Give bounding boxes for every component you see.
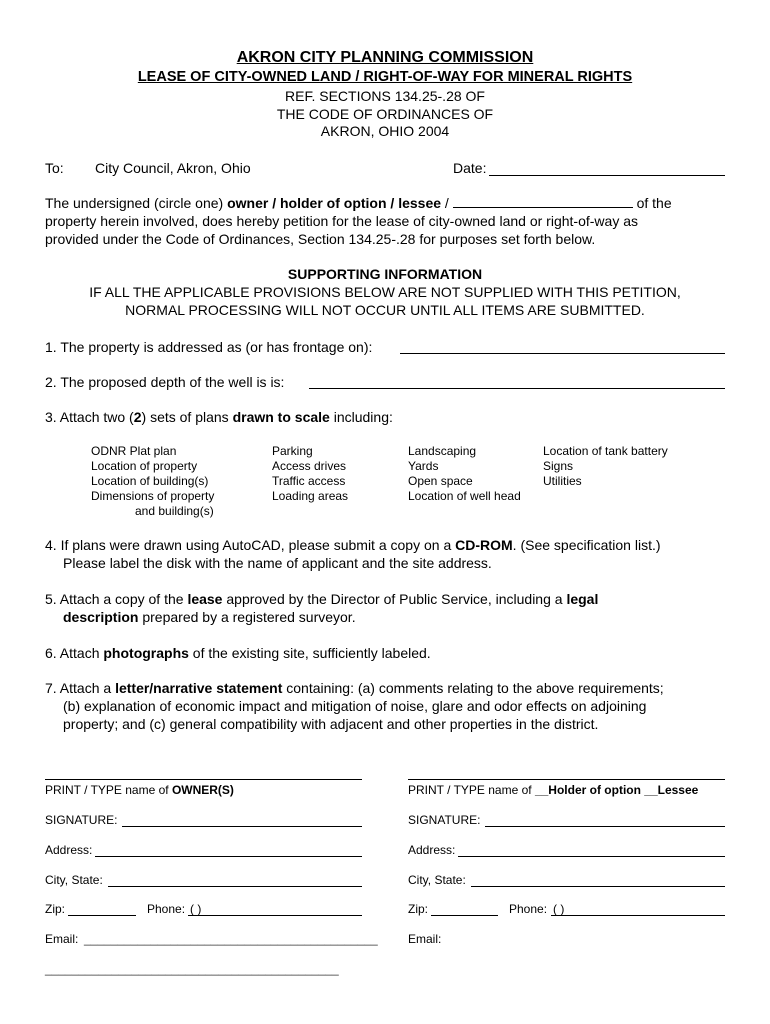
ref-line-1: REF. SECTIONS 134.25-.28 OF	[285, 88, 485, 104]
list-item: and building(s)	[135, 504, 214, 518]
holder-zip-label: Zip:	[408, 902, 429, 916]
holder-print-label: PRINT / TYPE name of __Holder of option __Lessee	[408, 783, 699, 797]
owner-email-label: Email:	[45, 932, 79, 946]
intro-line-1: The undersigned (circle one) owner / holder of option / lessee / of the	[45, 195, 672, 211]
extra-line-field[interactable]: ____________________________________________	[45, 962, 339, 976]
other-party-field[interactable]	[453, 195, 633, 208]
holder-address-field[interactable]	[458, 856, 725, 857]
owner-email-field[interactable]: ____________________________________________	[84, 932, 378, 946]
plans-column-3	[408, 444, 521, 504]
list-item: Landscaping	[408, 444, 477, 458]
supporting-line-2: NORMAL PROCESSING WILL NOT OCCUR UNTIL ALL ITEMS ARE SUBMITTED.	[125, 302, 645, 318]
item-5-label: 5. Attach a copy of the lease approved by the Director of Public Service, including a legal	[45, 591, 599, 607]
list-item: Location of tank battery	[543, 444, 668, 458]
owner-zip-label: Zip:	[45, 902, 66, 916]
item-4-line-2: Please label the disk with the name of applicant and the site address.	[63, 555, 492, 571]
list-item: Location of well head	[408, 489, 521, 503]
plans-column-2	[272, 444, 348, 504]
owner-phone-label: Phone:	[147, 902, 186, 916]
owner-phone-field[interactable]	[188, 915, 362, 916]
page-title: AKRON CITY PLANNING COMMISSION	[236, 49, 534, 66]
item-2-label: 2. The proposed depth of the well is is:	[45, 374, 285, 390]
holder-address-label: Address:	[408, 843, 456, 857]
to-label: To:	[45, 160, 64, 176]
owner-city-field[interactable]	[108, 886, 362, 887]
to-value: City Council, Akron, Ohio	[95, 160, 251, 176]
holder-name-field[interactable]	[408, 779, 725, 780]
owner-print-label: PRINT / TYPE name of OWNER(S)	[45, 783, 234, 797]
item-7-line-3: property; and (c) general compatibility with adjacent and other properties in the district.	[63, 716, 599, 732]
intro-line-2: property herein involved, does hereby petition for the lease of city-owned land or right-of-way as	[45, 213, 638, 229]
ref-line-2: THE CODE OF ORDINANCES OF	[276, 106, 494, 122]
item-3-label: 3. Attach two (2) sets of plans drawn to scale including:	[45, 409, 393, 425]
holder-phone-paren: ( )	[553, 902, 565, 916]
item-1-label: 1. The property is addressed as (or has frontage on):	[45, 339, 373, 355]
owner-zip-field[interactable]	[68, 915, 136, 916]
date-field[interactable]	[489, 175, 725, 176]
owner-address-label: Address:	[45, 843, 93, 857]
holder-signature-field[interactable]	[485, 826, 725, 827]
plans-column-1	[91, 444, 214, 519]
ref-line-3: AKRON, OHIO 2004	[320, 123, 450, 139]
list-item: Dimensions of property	[91, 489, 215, 503]
owner-phone-paren: ( )	[190, 902, 202, 916]
list-item: Open space	[408, 474, 473, 488]
intro-line-3: provided under the Code of Ordinances, Section 134.25-.28 for purposes set forth below.	[45, 231, 596, 247]
list-item: Location of building(s)	[91, 474, 209, 488]
list-item: Utilities	[543, 474, 582, 488]
item-4-label: 4. If plans were drawn using AutoCAD, please submit a copy on a CD-ROM. (See specification list.)	[45, 537, 661, 553]
owner-city-label: City, State:	[45, 873, 103, 887]
list-item: Traffic access	[272, 474, 346, 488]
property-address-field[interactable]	[400, 353, 725, 354]
holder-signature-label: SIGNATURE:	[408, 813, 481, 827]
well-depth-field[interactable]	[309, 388, 725, 389]
holder-phone-label: Phone:	[509, 902, 548, 916]
item-6-label: 6. Attach photographs of the existing site, sufficiently labeled.	[45, 645, 431, 661]
owner-signature-field[interactable]	[122, 826, 362, 827]
list-item: Parking	[272, 444, 313, 458]
item-7-label: 7. Attach a letter/narrative statement containing: (a) comments relating to the above requirements;	[45, 680, 664, 696]
owner-address-field[interactable]	[95, 856, 362, 857]
list-item: Location of property	[91, 459, 198, 473]
owner-signature-label: SIGNATURE:	[45, 813, 118, 827]
holder-city-label: City, State:	[408, 873, 466, 887]
holder-city-field[interactable]	[471, 886, 725, 887]
holder-zip-field[interactable]	[431, 915, 498, 916]
page-subtitle: LEASE OF CITY-OWNED LAND / RIGHT-OF-WAY FOR MINERAL RIGHTS	[137, 69, 633, 85]
supporting-heading: SUPPORTING INFORMATION	[287, 266, 483, 282]
owner-name-field[interactable]	[45, 779, 362, 780]
date-label: Date:	[453, 160, 487, 176]
plans-column-4	[543, 444, 668, 489]
list-item: ODNR Plat plan	[91, 444, 177, 458]
item-5-line-2: description prepared by a registered surveyor.	[63, 609, 356, 625]
holder-phone-field[interactable]	[551, 915, 725, 916]
list-item: Loading areas	[272, 489, 349, 503]
holder-email-label: Email:	[408, 932, 442, 946]
list-item: Signs	[543, 459, 574, 473]
item-7-line-2: (b) explanation of economic impact and mitigation of noise, glare and odor effects on adjoining	[63, 698, 647, 714]
supporting-line-1: IF ALL THE APPLICABLE PROVISIONS BELOW ARE NOT SUPPLIED WITH THIS PETITION,	[89, 284, 681, 300]
list-item: Yards	[408, 459, 439, 473]
list-item: Access drives	[272, 459, 347, 473]
